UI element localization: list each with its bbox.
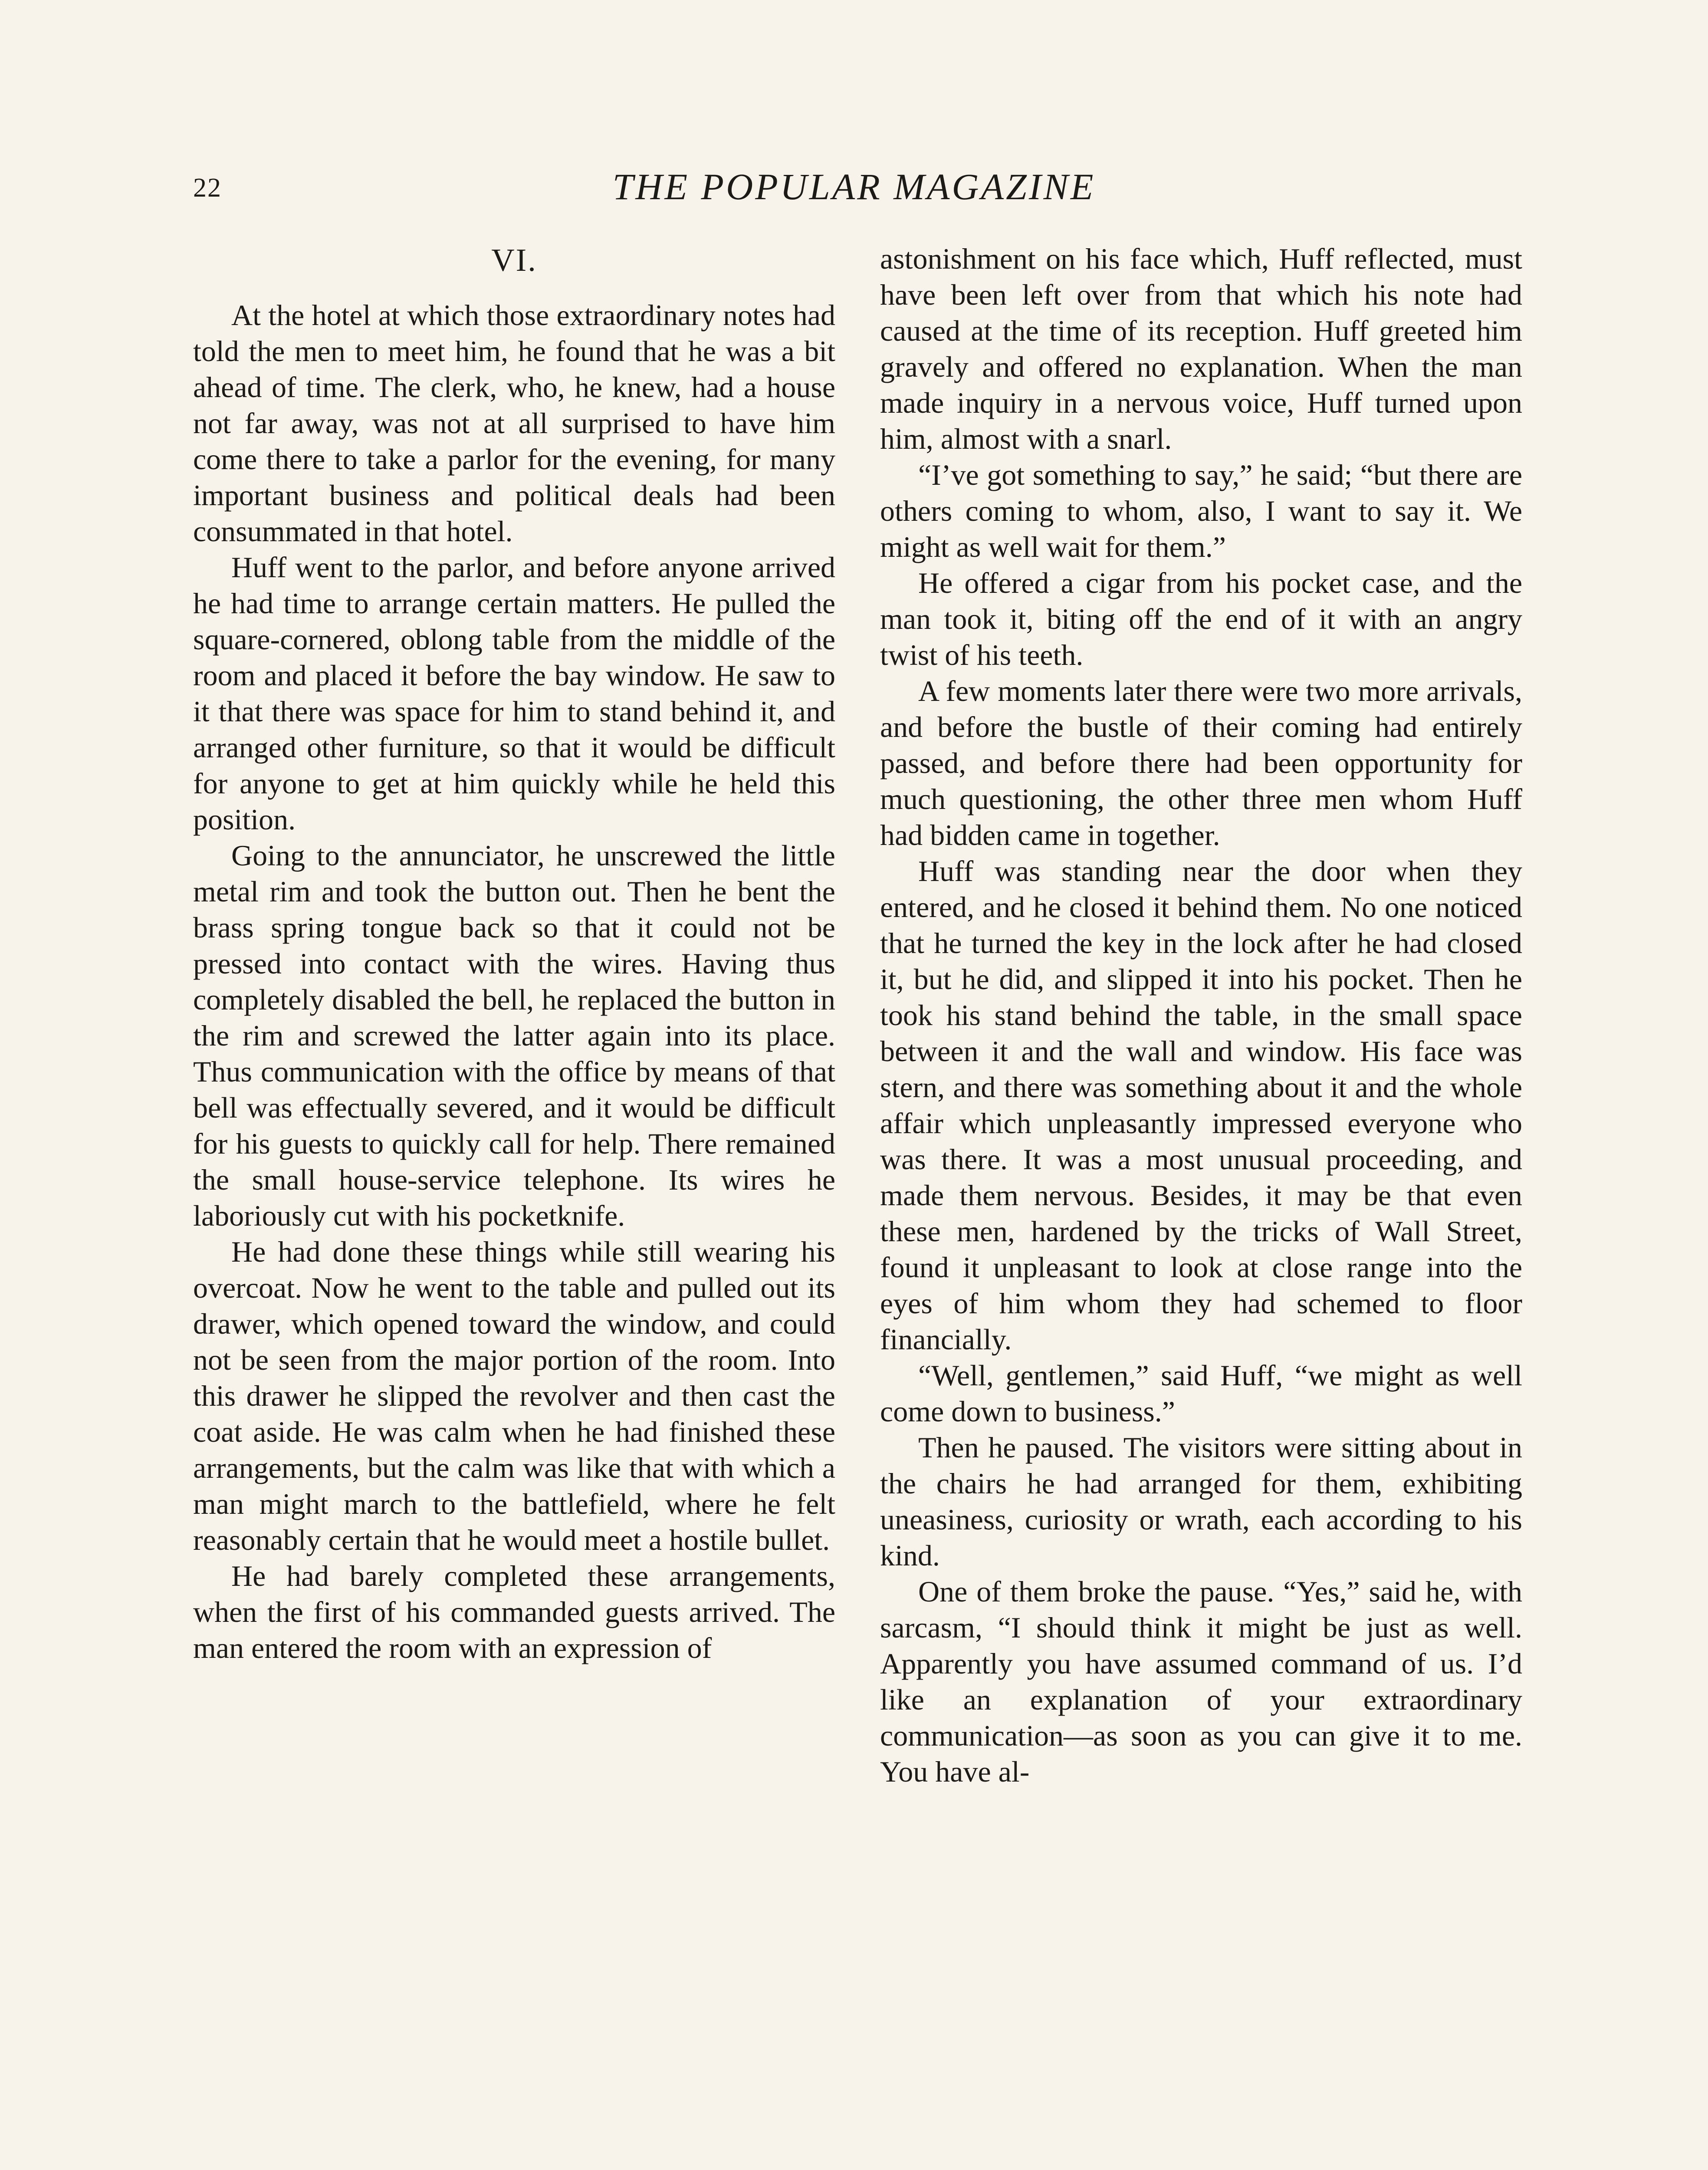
paragraph: One of them broke the pause. “Yes,” said he, with sarcasm, “I should think it might be just as well. Apparently you have assumed command of us. I’d like an explanation of your extraordinary communication—as soon as you can give it to me. You have al- [880,1575,1522,1788]
paragraph: Huff was standing near the door when they entered, and he closed it behind them. No one noticed that he turned the key in the lock after he had closed it, but he did, and slipped it into his pocket. Then he took his stand behind the table, in the small space between it and the wall and window. His face was stern, and there was something about it and the whole affair which unpleasantly impressed everyone who was there. It was a most unusual proceeding, and made them nervous. Besides, it may be that even these men, hardened by the tricks of Wall Street, found it unpleasant to look at close range into the eyes of him whom they had schemed to floor financially. [880,855,1522,1356]
paragraph: A few moments later there were two more arrivals, and before the bustle of their coming had entirely passed, and before there had been opportunity for much questioning, the other three men whom Huff had bidden came in together. [880,674,1522,852]
right-column [880,241,1522,1790]
running-head: THE POPULAR MAGAZINE [612,166,1096,207]
paragraph: astonishment on his face which, Huff reflected, must have been left over from that which his note had caused at the time of its reception. Huff greeted him gravely and offered no explanation. When the man made inquiry in a nervous voice, Huff turned upon him, almost with a snarl. [880,242,1522,455]
paragraph: He offered a cigar from his pocket case, and the man took it, biting off the end of it with an angry twist of his teeth. [880,566,1522,671]
paragraph: “Well, gentlemen,” said Huff, “we might as well come down to business.” [880,1359,1522,1428]
paragraph: Then he paused. The visitors were sitting about in the chairs he had arranged for them, exhibiting uneasiness, curiosity or wrath, each according to his kind. [880,1431,1522,1572]
paragraph: At the hotel at which those extraordinary notes had told the men to meet him, he found that he was a bit ahead of time. The clerk, who, he knew, had a house not far away, was not at all surprised to have him come there to take a parlor for the evening, for many important business and political deals had been consummated in that hotel. [193,299,835,548]
section-number: VI. [491,243,537,278]
paragraph: Going to the annunciator, he unscrewed the little metal rim and took the button out. Then he bent the brass spring tongue back so that it could not be pressed into contact with the wires. Having thus completely disabled the bell, he replaced the button in the rim and screwed the latter again into its place. Thus communication with the office by means of that bell was effectually severed, and it would be difficult for his guests to quickly call for help. There remained the small house-service telephone. Its wires he laboriously cut with his pocketknife. [193,839,835,1232]
paragraph: He had barely completed these arrangements, when the first of his commanded guests arrived. The man entered the room with an expression of [193,1559,835,1664]
page-number: 22 [193,173,222,203]
paragraph: He had done these things while still wearing his overcoat. Now he went to the table and pulled out its drawer, which opened toward the window, and could not be seen from the major portion of the room. Into this drawer he slipped the revolver and then cast the coat aside. He was calm when he had finished these arrangements, but the calm was like that with which a man might march to the battlefield, where he felt reasonably certain that he would meet a hostile bullet. [193,1235,835,1556]
paragraph: Huff went to the parlor, and before anyone arrived he had time to arrange certain matters. He pulled the square-cornered, oblong table from the middle of the room and placed it before the bay window. He saw to it that there was space for him to stand behind it, and arranged other furniture, so that it would be difficult for anyone to get at him quickly while he held this position. [193,551,835,836]
left-column [193,241,835,1666]
paragraph: “I’ve got something to say,” he said; “but there are others coming to whom, also, I want to say it. We might as well wait for them.” [880,458,1522,563]
